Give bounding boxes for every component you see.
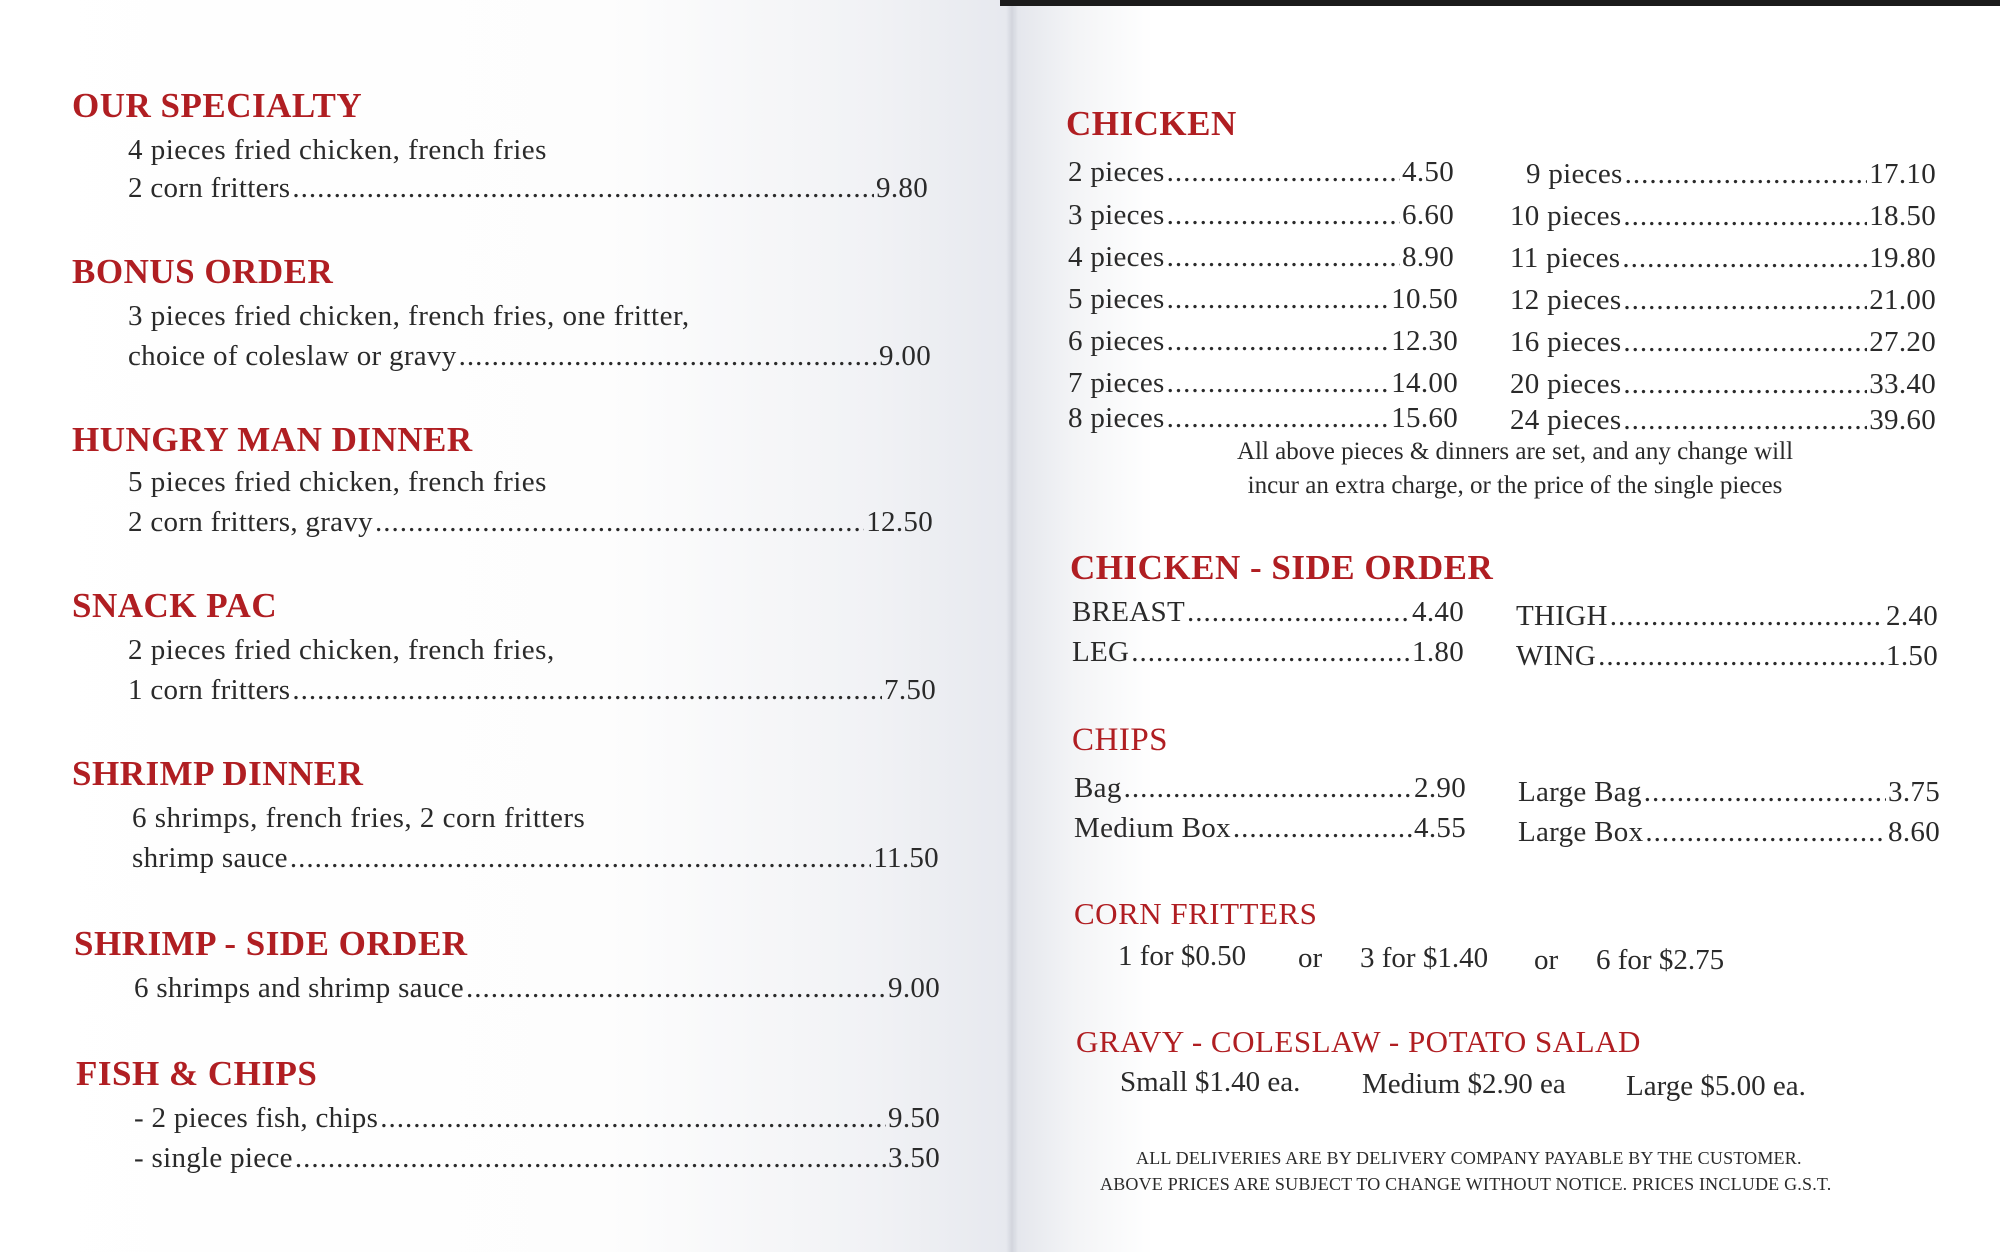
item-label: 9 pieces: [1526, 158, 1623, 190]
item-label: THIGH: [1516, 600, 1608, 632]
fritter-or: or: [1298, 942, 1323, 974]
item-label: Medium Box: [1074, 812, 1231, 844]
leader-dots: [459, 340, 877, 373]
item-label: - single piece: [134, 1142, 293, 1174]
item-description: 4 pieces fried chicken, french fries: [128, 134, 547, 166]
item-price: 12.50: [866, 506, 933, 538]
item-price: 2.90: [1414, 772, 1466, 804]
leader-dots: [1187, 596, 1410, 629]
item-label: Large Bag: [1518, 776, 1642, 808]
item-label: 5 pieces: [1068, 283, 1165, 315]
item-label: choice of coleslaw or gravy: [128, 340, 457, 372]
item-description: 6 shrimps, french fries, 2 corn fritters: [132, 802, 586, 834]
chicken-price-line: [1510, 242, 1936, 275]
item-label: LEG: [1072, 636, 1130, 668]
chicken-price-line: [1068, 156, 1454, 189]
item-price: 17.10: [1869, 158, 1936, 190]
leader-dots: [1167, 283, 1390, 316]
leader-dots: [375, 506, 864, 539]
leader-dots: [1167, 156, 1400, 189]
size-price: Small $1.40 ea.: [1120, 1066, 1301, 1098]
section-title: SNACK PAC: [72, 586, 278, 625]
item-price: 9.50: [888, 1102, 940, 1134]
item-label: Bag: [1074, 772, 1122, 804]
leader-dots: [1233, 812, 1412, 845]
section-title: CORN FRITTERS: [1074, 896, 1318, 931]
item-price: 12.30: [1391, 325, 1458, 357]
footer-line: ALL DELIVERIES ARE BY DELIVERY COMPANY PAYABLE BY THE CUSTOMER.: [1136, 1148, 1802, 1168]
chicken-price-line: [1068, 199, 1454, 232]
section-title: SHRIMP DINNER: [72, 754, 364, 793]
chicken-note-line: All above pieces & dinners are set, and any change will: [1236, 438, 1794, 465]
price-line: [1518, 776, 1940, 809]
item-label: 2 pieces: [1068, 156, 1165, 188]
section-title: FISH & CHIPS: [76, 1054, 318, 1093]
chicken-price-line: [1510, 200, 1936, 233]
item-label: 3 pieces: [1068, 199, 1165, 231]
item-price: 1.80: [1412, 636, 1464, 668]
item-label: 16 pieces: [1510, 326, 1622, 358]
price-line: [1072, 596, 1464, 629]
leader-dots: [1625, 158, 1868, 191]
item-price: 18.50: [1869, 200, 1936, 232]
chicken-price-line: [1068, 325, 1458, 358]
leader-dots: [1167, 367, 1390, 400]
page-fold: [1006, 0, 1018, 1252]
section-title: CHIPS: [1072, 722, 1169, 758]
item-price: 33.40: [1869, 368, 1936, 400]
background-edge: [1000, 0, 2000, 6]
section-title: HUNGRY MAN DINNER: [72, 420, 473, 459]
price-line: [128, 674, 936, 707]
fritter-option: 1 for $0.50: [1118, 940, 1247, 972]
price-line: [1516, 600, 1938, 633]
leader-dots: [1167, 402, 1390, 435]
section-title: CHICKEN - SIDE ORDER: [1070, 548, 1494, 587]
chicken-price-line: [1510, 368, 1936, 401]
chicken-price-line: [1068, 283, 1458, 316]
leader-dots: [1645, 816, 1886, 849]
item-price: 9.00: [879, 340, 931, 372]
price-line: [128, 172, 928, 205]
leader-dots: [1167, 199, 1400, 232]
fritter-option: 6 for $2.75: [1596, 944, 1725, 976]
leader-dots: [1167, 325, 1390, 358]
chicken-price-line: [1068, 402, 1458, 435]
leader-dots: [295, 1142, 886, 1175]
item-price: 9.80: [876, 172, 928, 204]
section-title: GRAVY - COLESLAW - POTATO SALAD: [1076, 1024, 1641, 1059]
leader-dots: [1598, 640, 1884, 673]
leader-dots: [1167, 241, 1400, 274]
item-price: 9.00: [888, 972, 940, 1004]
item-price: 10.50: [1391, 283, 1458, 315]
item-price: 4.50: [1402, 156, 1454, 188]
item-label: 20 pieces: [1510, 368, 1622, 400]
item-price: 11.50: [873, 842, 939, 874]
price-line: [1074, 772, 1466, 805]
item-price: 19.80: [1869, 242, 1936, 274]
item-description: 5 pieces fried chicken, french fries: [128, 466, 547, 498]
price-line: [134, 1142, 940, 1175]
chicken-price-line: [1510, 326, 1936, 359]
item-description: 3 pieces fried chicken, french fries, one fritter,: [128, 300, 690, 332]
fritter-or: or: [1534, 944, 1559, 976]
item-label: 1 corn fritters: [128, 674, 291, 706]
chicken-price-line: [1510, 284, 1936, 317]
price-line: [1072, 636, 1464, 669]
item-price: 8.90: [1402, 241, 1454, 273]
item-price: 39.60: [1869, 404, 1936, 436]
item-price: 1.50: [1886, 640, 1938, 672]
chicken-price-line: [1068, 367, 1458, 400]
price-line: [134, 1102, 940, 1135]
footer-line: ABOVE PRICES ARE SUBJECT TO CHANGE WITHOUT NOTICE. PRICES INCLUDE G.S.T.: [1100, 1174, 1832, 1194]
section-title: SHRIMP - SIDE ORDER: [74, 924, 468, 963]
item-price: 6.60: [1402, 199, 1454, 231]
item-label: 2 corn fritters, gravy: [128, 506, 373, 538]
size-price: Medium $2.90 ea: [1362, 1068, 1566, 1100]
leader-dots: [1131, 636, 1410, 669]
leader-dots: [466, 972, 886, 1005]
item-price: 2.40: [1886, 600, 1938, 632]
item-price: 27.20: [1869, 326, 1936, 358]
leader-dots: [292, 674, 882, 707]
leader-dots: [1623, 284, 1867, 317]
item-label: shrimp sauce: [132, 842, 288, 874]
item-label: 6 shrimps and shrimp sauce: [134, 972, 464, 1004]
item-description: 2 pieces fried chicken, french fries,: [128, 634, 555, 666]
price-line: [128, 340, 931, 373]
price-line: [1516, 640, 1938, 673]
item-price: 15.60: [1391, 402, 1458, 434]
leader-dots: [1623, 404, 1867, 437]
leader-dots: [380, 1102, 886, 1135]
price-line: [132, 842, 939, 875]
leader-dots: [1623, 200, 1867, 233]
item-price: 3.50: [888, 1142, 940, 1174]
leader-dots: [1623, 326, 1867, 359]
section-title: BONUS ORDER: [72, 252, 334, 291]
item-label: 24 pieces: [1510, 404, 1622, 436]
chicken-price-line: [1526, 158, 1936, 191]
item-label: 7 pieces: [1068, 367, 1165, 399]
item-label: BREAST: [1072, 596, 1185, 628]
item-label: 8 pieces: [1068, 402, 1165, 434]
leader-dots: [1644, 776, 1886, 809]
size-price: Large $5.00 ea.: [1626, 1070, 1806, 1102]
leader-dots: [1623, 368, 1867, 401]
price-line: [1074, 812, 1466, 845]
leader-dots: [290, 842, 872, 875]
price-line: [134, 972, 940, 1005]
leader-dots: [292, 172, 874, 205]
item-label: 10 pieces: [1510, 200, 1622, 232]
item-price: 4.40: [1412, 596, 1464, 628]
item-label: WING: [1516, 640, 1597, 672]
item-label: - 2 pieces fish, chips: [134, 1102, 379, 1134]
leader-dots: [1124, 772, 1412, 805]
item-label: 4 pieces: [1068, 241, 1165, 273]
leader-dots: [1622, 242, 1867, 275]
section-title: CHICKEN: [1066, 104, 1237, 143]
item-label: 11 pieces: [1510, 242, 1621, 274]
item-label: Large Box: [1518, 816, 1644, 848]
leader-dots: [1610, 600, 1884, 633]
item-price: 4.55: [1414, 812, 1466, 844]
price-line: [1518, 816, 1940, 849]
item-label: 12 pieces: [1510, 284, 1622, 316]
price-line: [128, 506, 933, 539]
item-label: 6 pieces: [1068, 325, 1165, 357]
item-price: 3.75: [1888, 776, 1940, 808]
item-price: 7.50: [884, 674, 936, 706]
item-label: 2 corn fritters: [128, 172, 291, 204]
item-price: 21.00: [1869, 284, 1936, 316]
chicken-price-line: [1068, 241, 1454, 274]
fritter-option: 3 for $1.40: [1360, 942, 1489, 974]
item-price: 14.00: [1391, 367, 1458, 399]
section-title: OUR SPECIALTY: [72, 86, 363, 125]
chicken-price-line: [1510, 404, 1936, 437]
item-price: 8.60: [1888, 816, 1940, 848]
chicken-note-line: incur an extra charge, or the price of the single pieces: [1247, 472, 1783, 499]
